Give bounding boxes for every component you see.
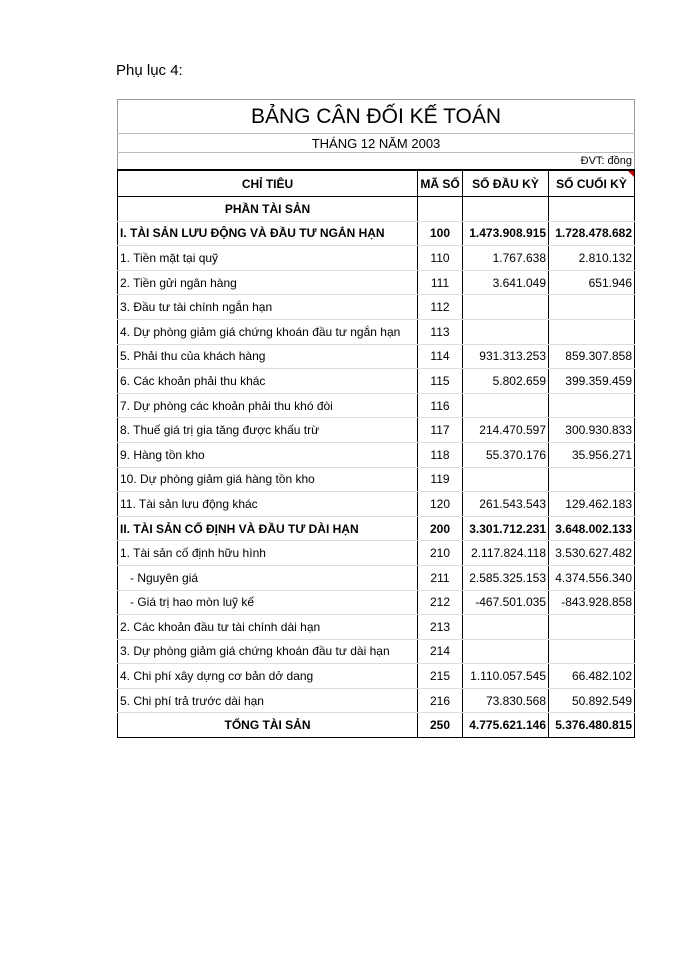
- row-code: 111: [418, 270, 463, 295]
- table-row: [118, 664, 635, 689]
- row-code: 113: [418, 319, 463, 344]
- table-row: [118, 319, 635, 344]
- row-begin-value: 1.473.908.915: [463, 221, 549, 246]
- row-item-name: 1. Tiền mặt tại quỹ: [118, 246, 418, 271]
- table-row: [118, 295, 635, 320]
- table-row: [118, 467, 635, 492]
- row-end-value: 651.946: [549, 270, 635, 295]
- table-row: [118, 197, 635, 222]
- row-item-name: 8. Thuế giá trị gia tăng được khấu trừ: [118, 418, 418, 443]
- row-code: 250: [418, 713, 463, 738]
- row-end-value: [549, 197, 635, 222]
- row-begin-value: 931.313.253: [463, 344, 549, 369]
- row-end-value: 129.462.183: [549, 492, 635, 517]
- row-begin-value: 1.767.638: [463, 246, 549, 271]
- row-begin-value: [463, 467, 549, 492]
- row-end-value: [549, 319, 635, 344]
- row-begin-value: [463, 615, 549, 640]
- table-row: [118, 639, 635, 664]
- row-code: 200: [418, 516, 463, 541]
- row-code: 216: [418, 688, 463, 713]
- row-begin-value: 1.110.057.545: [463, 664, 549, 689]
- table-row: [118, 688, 635, 713]
- header-code: MÃ SỐ: [418, 170, 463, 197]
- row-end-value: 5.376.480.815: [549, 713, 635, 738]
- row-begin-value: 73.830.568: [463, 688, 549, 713]
- row-item-name: 6. Các khoản phải thu khác: [118, 369, 418, 394]
- row-begin-value: 55.370.176: [463, 442, 549, 467]
- row-end-value: -843.928.858: [549, 590, 635, 615]
- row-item-name: TỔNG TÀI SẢN: [118, 713, 418, 738]
- row-begin-value: 5.802.659: [463, 369, 549, 394]
- sheet-title: BẢNG CÂN ĐỐI KẾ TOÁN: [118, 100, 635, 134]
- appendix-label: Phụ lục 4:: [116, 62, 183, 79]
- table-row: [118, 270, 635, 295]
- row-begin-value: 214.470.597: [463, 418, 549, 443]
- header-begin: SỐ ĐẦU KỲ: [463, 170, 549, 197]
- table-row: [118, 590, 635, 615]
- table-row: [118, 369, 635, 394]
- row-code: 115: [418, 369, 463, 394]
- row-code: 118: [418, 442, 463, 467]
- row-end-value: 1.728.478.682: [549, 221, 635, 246]
- row-code: 110: [418, 246, 463, 271]
- row-end-value: 66.482.102: [549, 664, 635, 689]
- row-item-name: 7. Dự phòng các khoản phải thu khó đòi: [118, 393, 418, 418]
- row-code: 100: [418, 221, 463, 246]
- row-item-name: I. TÀI SẢN LƯU ĐỘNG VÀ ĐẦU TƯ NGẮN HẠN: [118, 221, 418, 246]
- table-row: [118, 246, 635, 271]
- row-item-name: PHẦN TÀI SẢN: [118, 197, 418, 222]
- row-code: 213: [418, 615, 463, 640]
- row-item-name: 5. Phải thu của khách hàng: [118, 344, 418, 369]
- table-row: [118, 442, 635, 467]
- row-end-value: 4.374.556.340: [549, 565, 635, 590]
- row-begin-value: 2.117.824.118: [463, 541, 549, 566]
- row-begin-value: -467.501.035: [463, 590, 549, 615]
- row-item-name: 3. Dự phòng giảm giá chứng khoán đầu tư dài hạn: [118, 639, 418, 664]
- row-code: 119: [418, 467, 463, 492]
- row-begin-value: 4.775.621.146: [463, 713, 549, 738]
- row-item-name: 5. Chi phí trả trước dài hạn: [118, 688, 418, 713]
- row-end-value: 50.892.549: [549, 688, 635, 713]
- row-begin-value: [463, 319, 549, 344]
- row-item-name: 11. Tài sản lưu động khác: [118, 492, 418, 517]
- row-code: 112: [418, 295, 463, 320]
- row-code: 211: [418, 565, 463, 590]
- row-code: [418, 197, 463, 222]
- row-code: 120: [418, 492, 463, 517]
- table-row: [118, 492, 635, 517]
- row-end-value: 3.530.627.482: [549, 541, 635, 566]
- row-begin-value: [463, 295, 549, 320]
- unit-label: ĐVT: đồng: [118, 153, 635, 171]
- table-body: [118, 197, 635, 738]
- row-item-name: 4. Dự phòng giảm giá chứng khoán đầu tư ngắn hạn: [118, 319, 418, 344]
- row-end-value: [549, 393, 635, 418]
- row-code: 212: [418, 590, 463, 615]
- row-end-value: [549, 467, 635, 492]
- table-row: [118, 393, 635, 418]
- row-end-value: 35.956.271: [549, 442, 635, 467]
- row-code: 215: [418, 664, 463, 689]
- row-item-name: 3. Đầu tư tài chính ngắn hạn: [118, 295, 418, 320]
- header-item: CHỈ TIÊU: [118, 170, 418, 197]
- row-item-name: - Giá trị hao mòn luỹ kế: [118, 590, 418, 615]
- row-end-value: [549, 295, 635, 320]
- table-row: [118, 713, 635, 738]
- row-begin-value: [463, 197, 549, 222]
- table-row: [118, 516, 635, 541]
- row-end-value: 3.648.002.133: [549, 516, 635, 541]
- row-item-name: II. TÀI SẢN CỐ ĐỊNH VÀ ĐẦU TƯ DÀI HẠN: [118, 516, 418, 541]
- row-item-name: 1. Tài sản cố định hữu hình: [118, 541, 418, 566]
- row-item-name: 4. Chi phí xây dựng cơ bản dở dang: [118, 664, 418, 689]
- row-begin-value: 261.543.543: [463, 492, 549, 517]
- balance-sheet-table: [117, 99, 635, 738]
- row-begin-value: [463, 393, 549, 418]
- header-row: [118, 170, 635, 197]
- row-end-value: 859.307.858: [549, 344, 635, 369]
- row-begin-value: 2.585.325.153: [463, 565, 549, 590]
- row-begin-value: 3.641.049: [463, 270, 549, 295]
- row-end-value: 2.810.132: [549, 246, 635, 271]
- row-item-name: 2. Tiền gửi ngân hàng: [118, 270, 418, 295]
- row-item-name: 2. Các khoản đầu tư tài chính dài hạn: [118, 615, 418, 640]
- row-code: 210: [418, 541, 463, 566]
- table-row: [118, 418, 635, 443]
- row-begin-value: [463, 639, 549, 664]
- row-end-value: [549, 639, 635, 664]
- row-end-value: 399.359.459: [549, 369, 635, 394]
- row-code: 114: [418, 344, 463, 369]
- table-row: [118, 615, 635, 640]
- row-code: 116: [418, 393, 463, 418]
- table-row: [118, 344, 635, 369]
- row-end-value: [549, 615, 635, 640]
- row-end-value: 300.930.833: [549, 418, 635, 443]
- row-item-name: 9. Hàng tồn kho: [118, 442, 418, 467]
- sheet-subtitle: THÁNG 12 NĂM 2003: [118, 134, 635, 153]
- table-row: [118, 221, 635, 246]
- row-code: 214: [418, 639, 463, 664]
- table-row: [118, 541, 635, 566]
- row-item-name: 10. Dự phòng giảm giá hàng tồn kho: [118, 467, 418, 492]
- header-end: SỐ CUỐI KỲ: [549, 170, 635, 197]
- row-begin-value: 3.301.712.231: [463, 516, 549, 541]
- table-row: [118, 565, 635, 590]
- row-code: 117: [418, 418, 463, 443]
- row-item-name: - Nguyên giá: [118, 565, 418, 590]
